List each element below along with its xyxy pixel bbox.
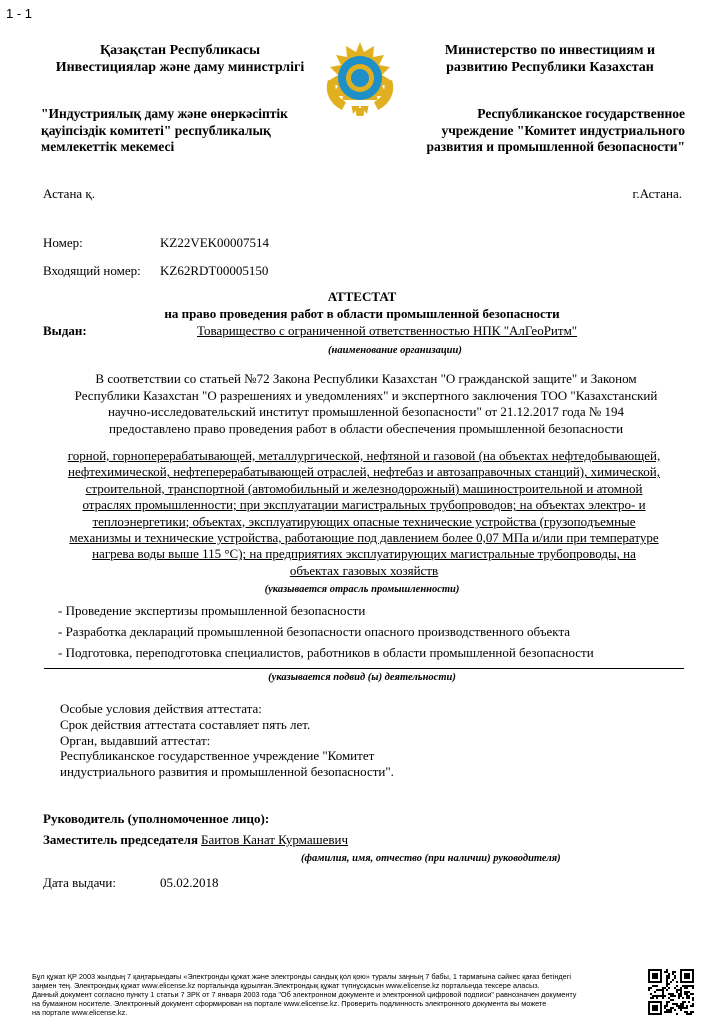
basis-line: Республики Казахстан "О разрешениях и уведомлениях" и экспертного заключения ТОО "Казахстанский <box>74 387 658 403</box>
industry-line: механизмы и технические устройства, работающие под давлением более 0,07 МПа и/или при температуре <box>69 530 659 546</box>
condition-line: Орган, выдавший аттестат: <box>60 732 211 748</box>
footer-line: Бұл құжат ҚР 2003 жылдың 7 қаңтарындағы «Электронды құжат және электронды сандық қол қою» туралы заңның 7 бабы, 1 тармағына сәйкес қағаз бетіндегі <box>32 972 571 981</box>
activity-item: - Проведение экспертизы промышленной безопасности <box>58 603 366 618</box>
issued-label: Выдан: <box>43 323 87 338</box>
incoming-number-label: Входящий номер: <box>43 263 141 278</box>
document-title: АТТЕСТАТ <box>327 289 397 304</box>
org-right-line: развития и промышленной безопасности" <box>426 139 685 154</box>
incoming-number-value: KZ62RDT00005150 <box>160 263 269 278</box>
qr-code-graphic <box>648 969 694 1015</box>
state-emblem-icon <box>320 40 400 120</box>
footer-line: на портале www.elicense.kz. <box>32 1007 128 1017</box>
issued-organization: Товарищество с ограниченной ответственностью НПК "АлГеоРитм" <box>197 323 578 338</box>
header-left-line: Қазақстан Республикасы <box>99 43 261 58</box>
org-left-line: қауіпсіздік комитеті" республикалық <box>41 122 271 138</box>
industry-line: теплоэнергетики; объектах, эксплуатирующих опасные технические устройства (грузоподъемные <box>92 513 636 529</box>
city-kz: Астана қ. <box>43 186 95 201</box>
number-value: KZ22VEK00007514 <box>160 235 270 250</box>
basis-line: научно-исследовательский институт промышленной безопасности" от 21.12.2017 года № 194 <box>107 404 625 419</box>
header-left-line: Инвестициялар және даму министрлігі <box>55 60 305 75</box>
basis-line: В соответствии со статьей №72 Закона Республики Казахстан "О гражданской защите" и Законом <box>95 371 637 386</box>
document-subtitle: на право проведения работ в области промышленной безопасности <box>164 306 560 321</box>
org-right-line: учреждение "Комитет индустриального <box>441 122 685 138</box>
org-left-line: мемлекеттік мекемесі <box>41 139 175 154</box>
header-right-line: Министерство по инвестициям и <box>444 43 656 58</box>
header-left-title <box>40 42 320 76</box>
industries-paragraph <box>44 448 684 579</box>
industry-line: нагрева воды выше 115 °С); на предприятиях эксплуатирующих магистральные трубопроводы, на <box>92 546 636 562</box>
org-right-line: Республиканское государственное <box>477 106 685 121</box>
industry-line: горной, горноперерабатывающей, металлургической, нефтяной и газовой (на объектах нефтедобывающей, <box>67 448 661 463</box>
issue-date-value: 05.02.2018 <box>160 875 219 890</box>
activity-item: - Подготовка, переподготовка специалистов, работников в области промышленной безопасности <box>58 645 594 660</box>
page-number: 1 - 1 <box>6 6 33 21</box>
signatory-name: Баитов Канат Курмашевич <box>201 832 348 847</box>
signatory-position: Заместитель председателя <box>43 832 199 847</box>
header-right-title <box>400 42 700 76</box>
signatory-heading: Руководитель (уполномоченное лицо): <box>43 811 270 826</box>
organization-note: (наименование организации) <box>328 345 462 356</box>
activity-item: - Разработка деклараций промышленной безопасности опасного производственного объекта <box>58 624 571 639</box>
footer-line: заңмен тең. Электрондық құжат www.elicense.kz порталында құрылған.Электрондық құжат түпнұсқасын www.elicense.kz порталында тексере аласыз. <box>32 980 540 990</box>
number-label: Номер: <box>43 235 83 250</box>
footer-line: на бумажном носителе. Электронный документ сформирован на портале www.elicense.kz. Проверить подлинность электронного документа вы можете <box>32 998 547 1008</box>
footer-line: Данный документ согласно пункту 1 статьи 7 ЗРК от 7 января 2003 года "Об электронном документе и электронной цифровой подписи" равнозначен документу <box>32 989 577 999</box>
city-ru: г.Астана. <box>632 186 682 201</box>
footer-legal-text <box>32 973 612 1018</box>
basis-paragraph <box>60 371 672 437</box>
signatory-note: (фамилия, имя, отчество (при наличии) руководителя) <box>301 853 561 864</box>
state-emblem-graphic <box>320 40 400 120</box>
industry-line: строительной, транспортной (автомобильный и железнодорожный) машиностроительной и атомной <box>85 480 643 496</box>
conditions-block <box>60 701 394 780</box>
issue-date-label: Дата выдачи: <box>43 875 117 890</box>
header-right-line: развитию Республики Казахстан <box>446 60 654 75</box>
condition-line: Республиканское государственное учреждение "Комитет <box>60 748 375 764</box>
activities-divider <box>44 668 684 669</box>
qr-code-icon <box>648 969 694 1015</box>
header-left-organization <box>41 106 331 156</box>
org-left-line: "Индустриялық даму және өнеркәсіптік <box>41 106 288 121</box>
industries-note: (указывается отрасль промышленности) <box>264 584 460 595</box>
header-right-organization <box>395 106 685 156</box>
basis-line: предоставлено право проведения работ в области обеспечения промышленной безопасности <box>108 420 624 436</box>
industry-line: отраслях промышленности; при эксплуатации магистральных трубопроводов; на объектах электро- и <box>82 497 646 513</box>
condition-line: Срок действия аттестата составляет пять лет. <box>60 716 311 732</box>
condition-line: Особые условия действия аттестата: <box>60 701 262 716</box>
industry-line: объектах газовых хозяйств <box>289 562 439 578</box>
condition-line: индустриального развития и промышленной безопасности". <box>60 764 394 780</box>
activities-note: (указывается подвид (ы) деятельности) <box>268 672 456 683</box>
industry-line: нефтехимической, нефтеперерабатывающей отраслей, нефтебаз и автозаправочных станций), химической, <box>67 464 661 480</box>
